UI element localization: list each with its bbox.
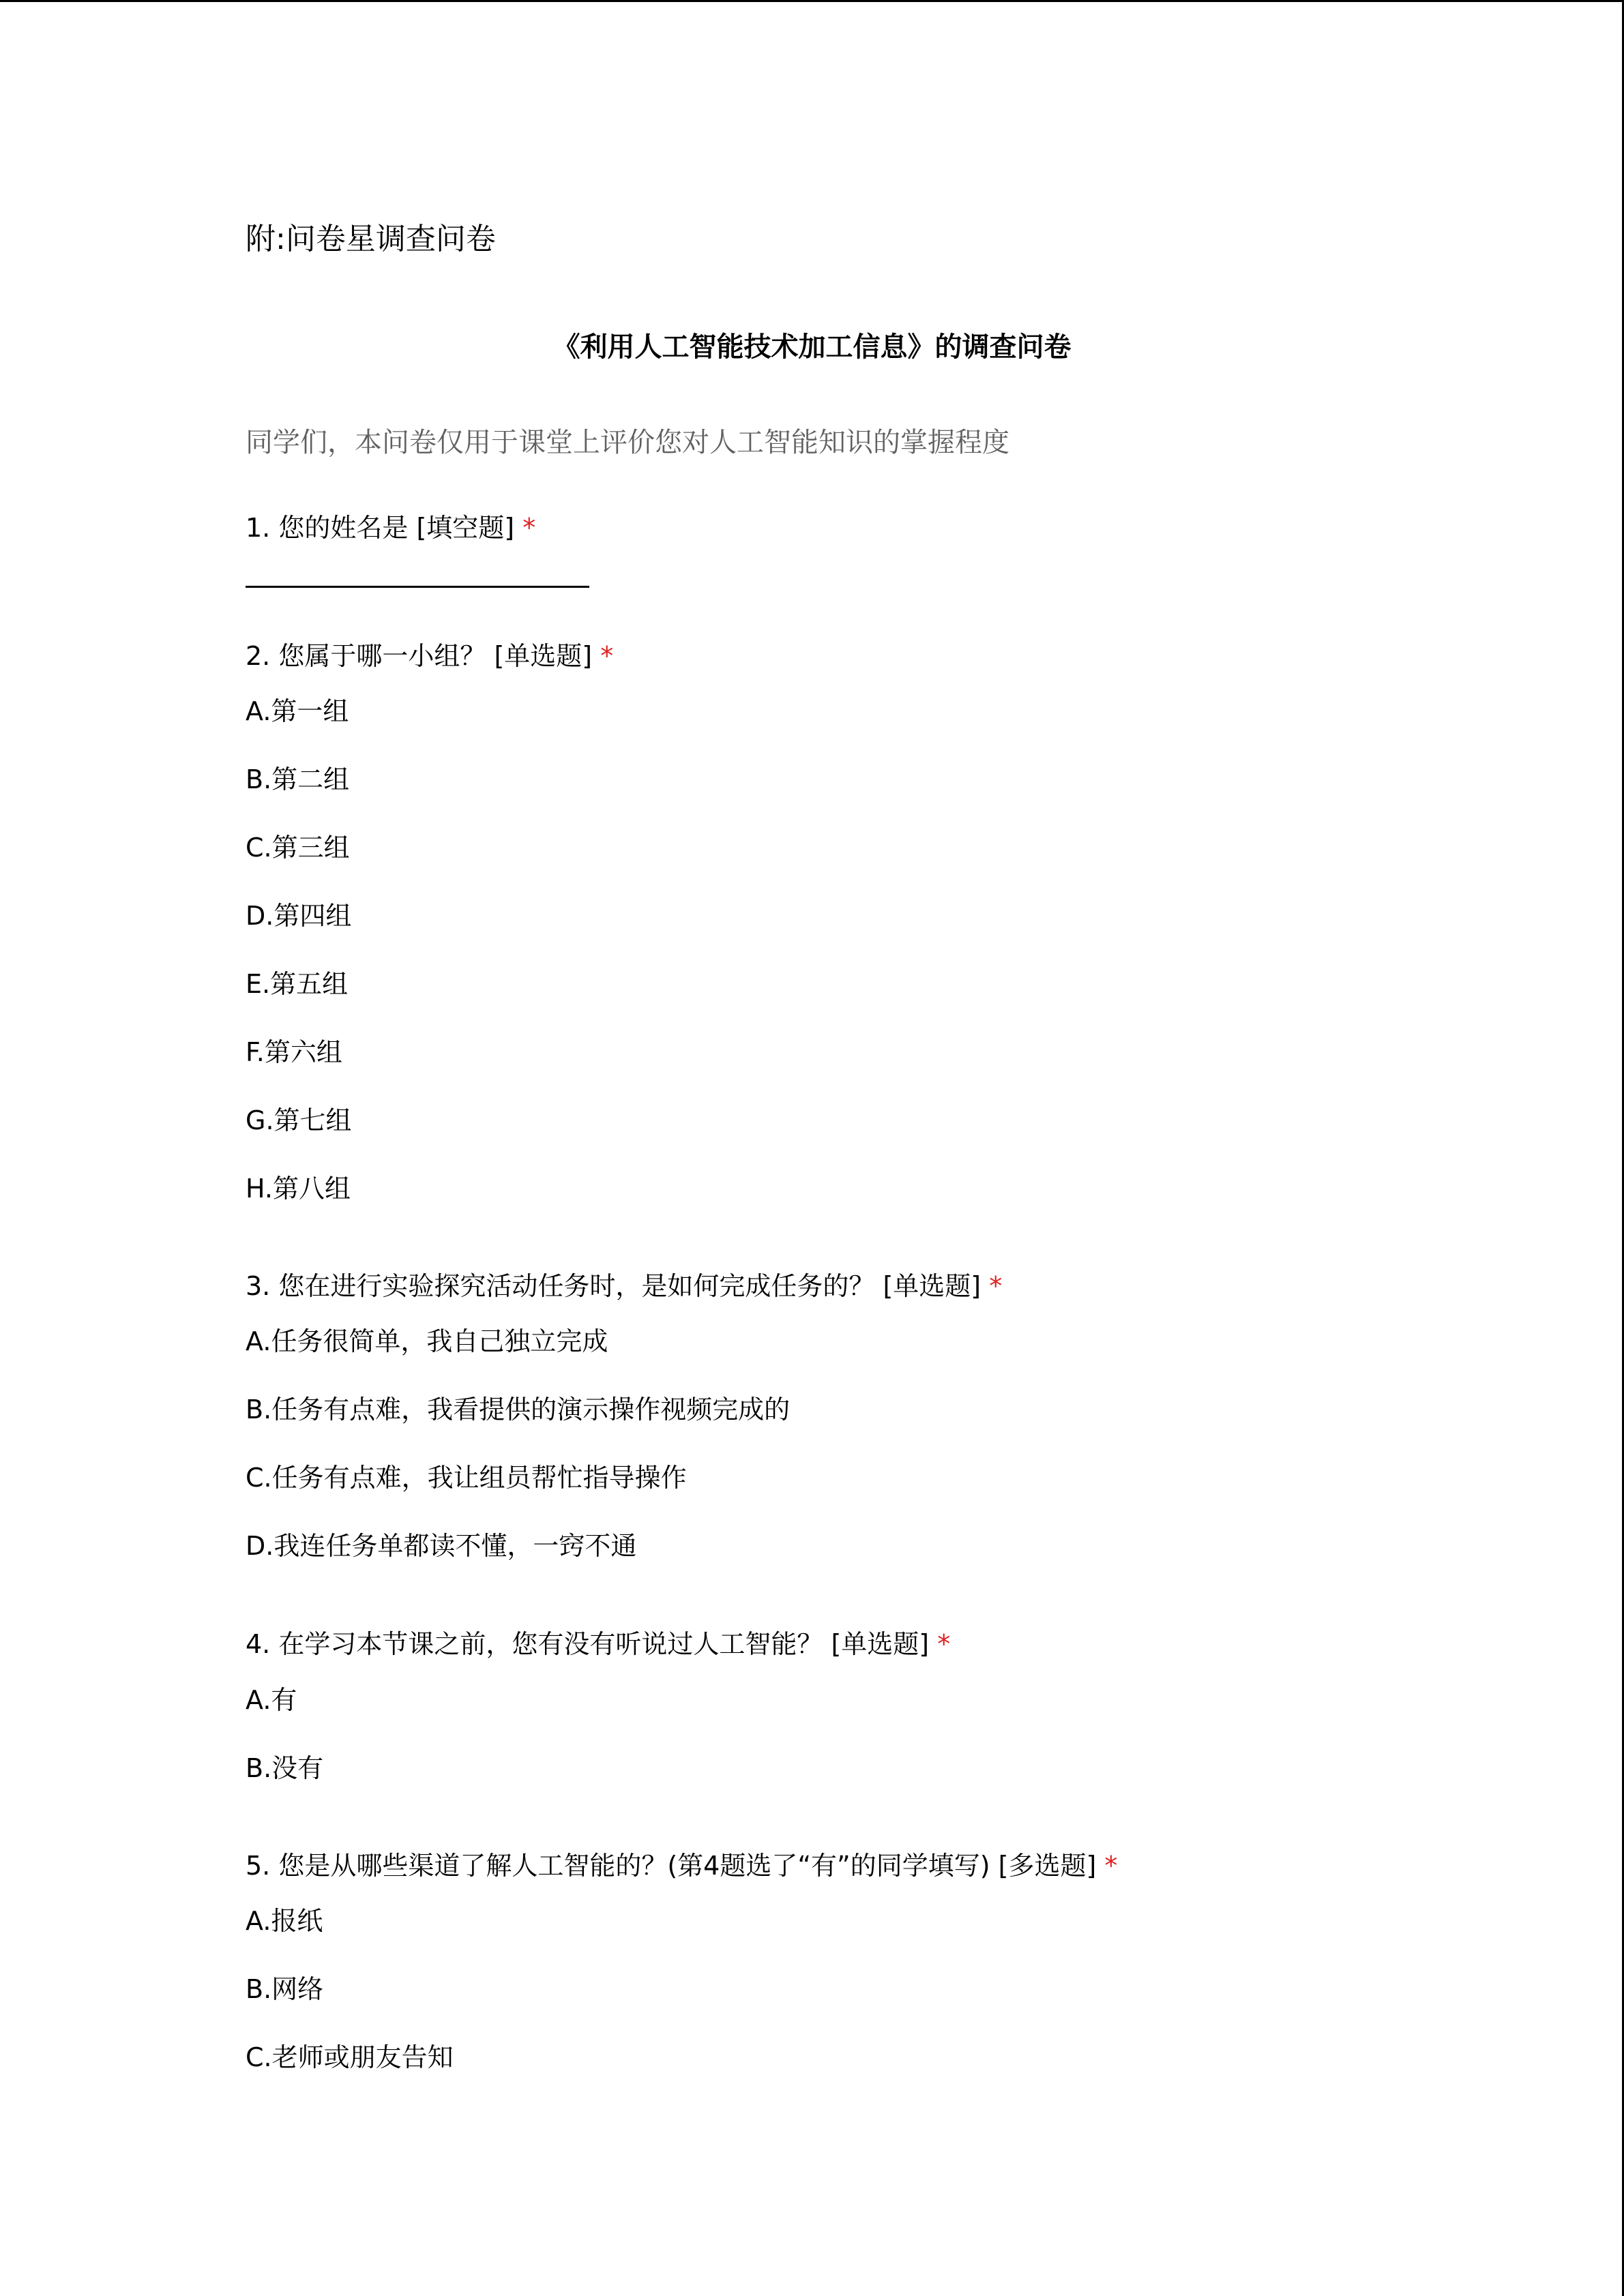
required-marker: * [1104,1851,1118,1881]
required-marker: * [522,513,536,543]
question-type-tag: [多选题] [998,1851,1097,1881]
question-text: 3. 您在进行实验探究活动任务时，是如何完成任务的？ [246,1271,875,1301]
option-2d[interactable]: D.第四组 [246,901,352,931]
survey-title: 《利用人工智能技术加工信息》的调查问卷 [552,331,1072,363]
question-type-tag: [单选题] [883,1271,981,1301]
name-answer-blank[interactable] [246,586,589,588]
option-3b[interactable]: B.任务有点难，我看提供的演示操作视频完成的 [246,1395,791,1425]
option-5b[interactable]: B.网络 [246,1974,324,2004]
question-4 [246,1626,950,1663]
question-text: 4. 在学习本节课之前，您有没有听说过人工智能？ [246,1629,823,1659]
required-marker: * [989,1271,1003,1301]
question-type-tag: [填空题] [416,513,515,543]
option-5c[interactable]: C.老师或朋友告知 [246,2042,454,2072]
option-2a[interactable]: A.第一组 [246,696,349,726]
question-2 [246,638,613,674]
required-marker: * [937,1629,951,1659]
option-4a[interactable]: A.有 [246,1685,297,1715]
option-2e[interactable]: E.第五组 [246,969,349,999]
survey-intro: 同学们，本问卷仅用于课堂上评价您对人工智能知识的掌握程度 [246,427,1009,458]
question-1 [246,509,535,546]
option-2g[interactable]: G.第七组 [246,1105,352,1135]
option-3c[interactable]: C.任务有点难，我让组员帮忙指导操作 [246,1463,687,1493]
question-type-tag: [单选题] [494,641,593,671]
question-text: 2. 您属于哪一小组？ [246,641,486,671]
option-3a[interactable]: A.任务很简单，我自己独立完成 [246,1326,608,1356]
option-5a[interactable]: A.报纸 [246,1906,323,1936]
option-2h[interactable]: H.第八组 [246,1174,351,1204]
question-5 [246,1847,1117,1884]
question-type-tag: [单选题] [831,1629,930,1659]
question-3 [246,1268,1002,1304]
required-marker: * [600,641,614,671]
option-2f[interactable]: F.第六组 [246,1037,342,1067]
option-2c[interactable]: C.第三组 [246,833,350,863]
option-3d[interactable]: D.我连任务单都读不懂，一窍不通 [246,1531,637,1561]
option-4b[interactable]: B.没有 [246,1753,324,1783]
appendix-heading: 附:问卷星调查问卷 [246,222,496,256]
option-2b[interactable]: B.第二组 [246,764,350,794]
question-text: 1. 您的姓名是 [246,513,409,543]
question-text: 5. 您是从哪些渠道了解人工智能的？(第4题选了“有”的同学填写) [246,1851,990,1881]
